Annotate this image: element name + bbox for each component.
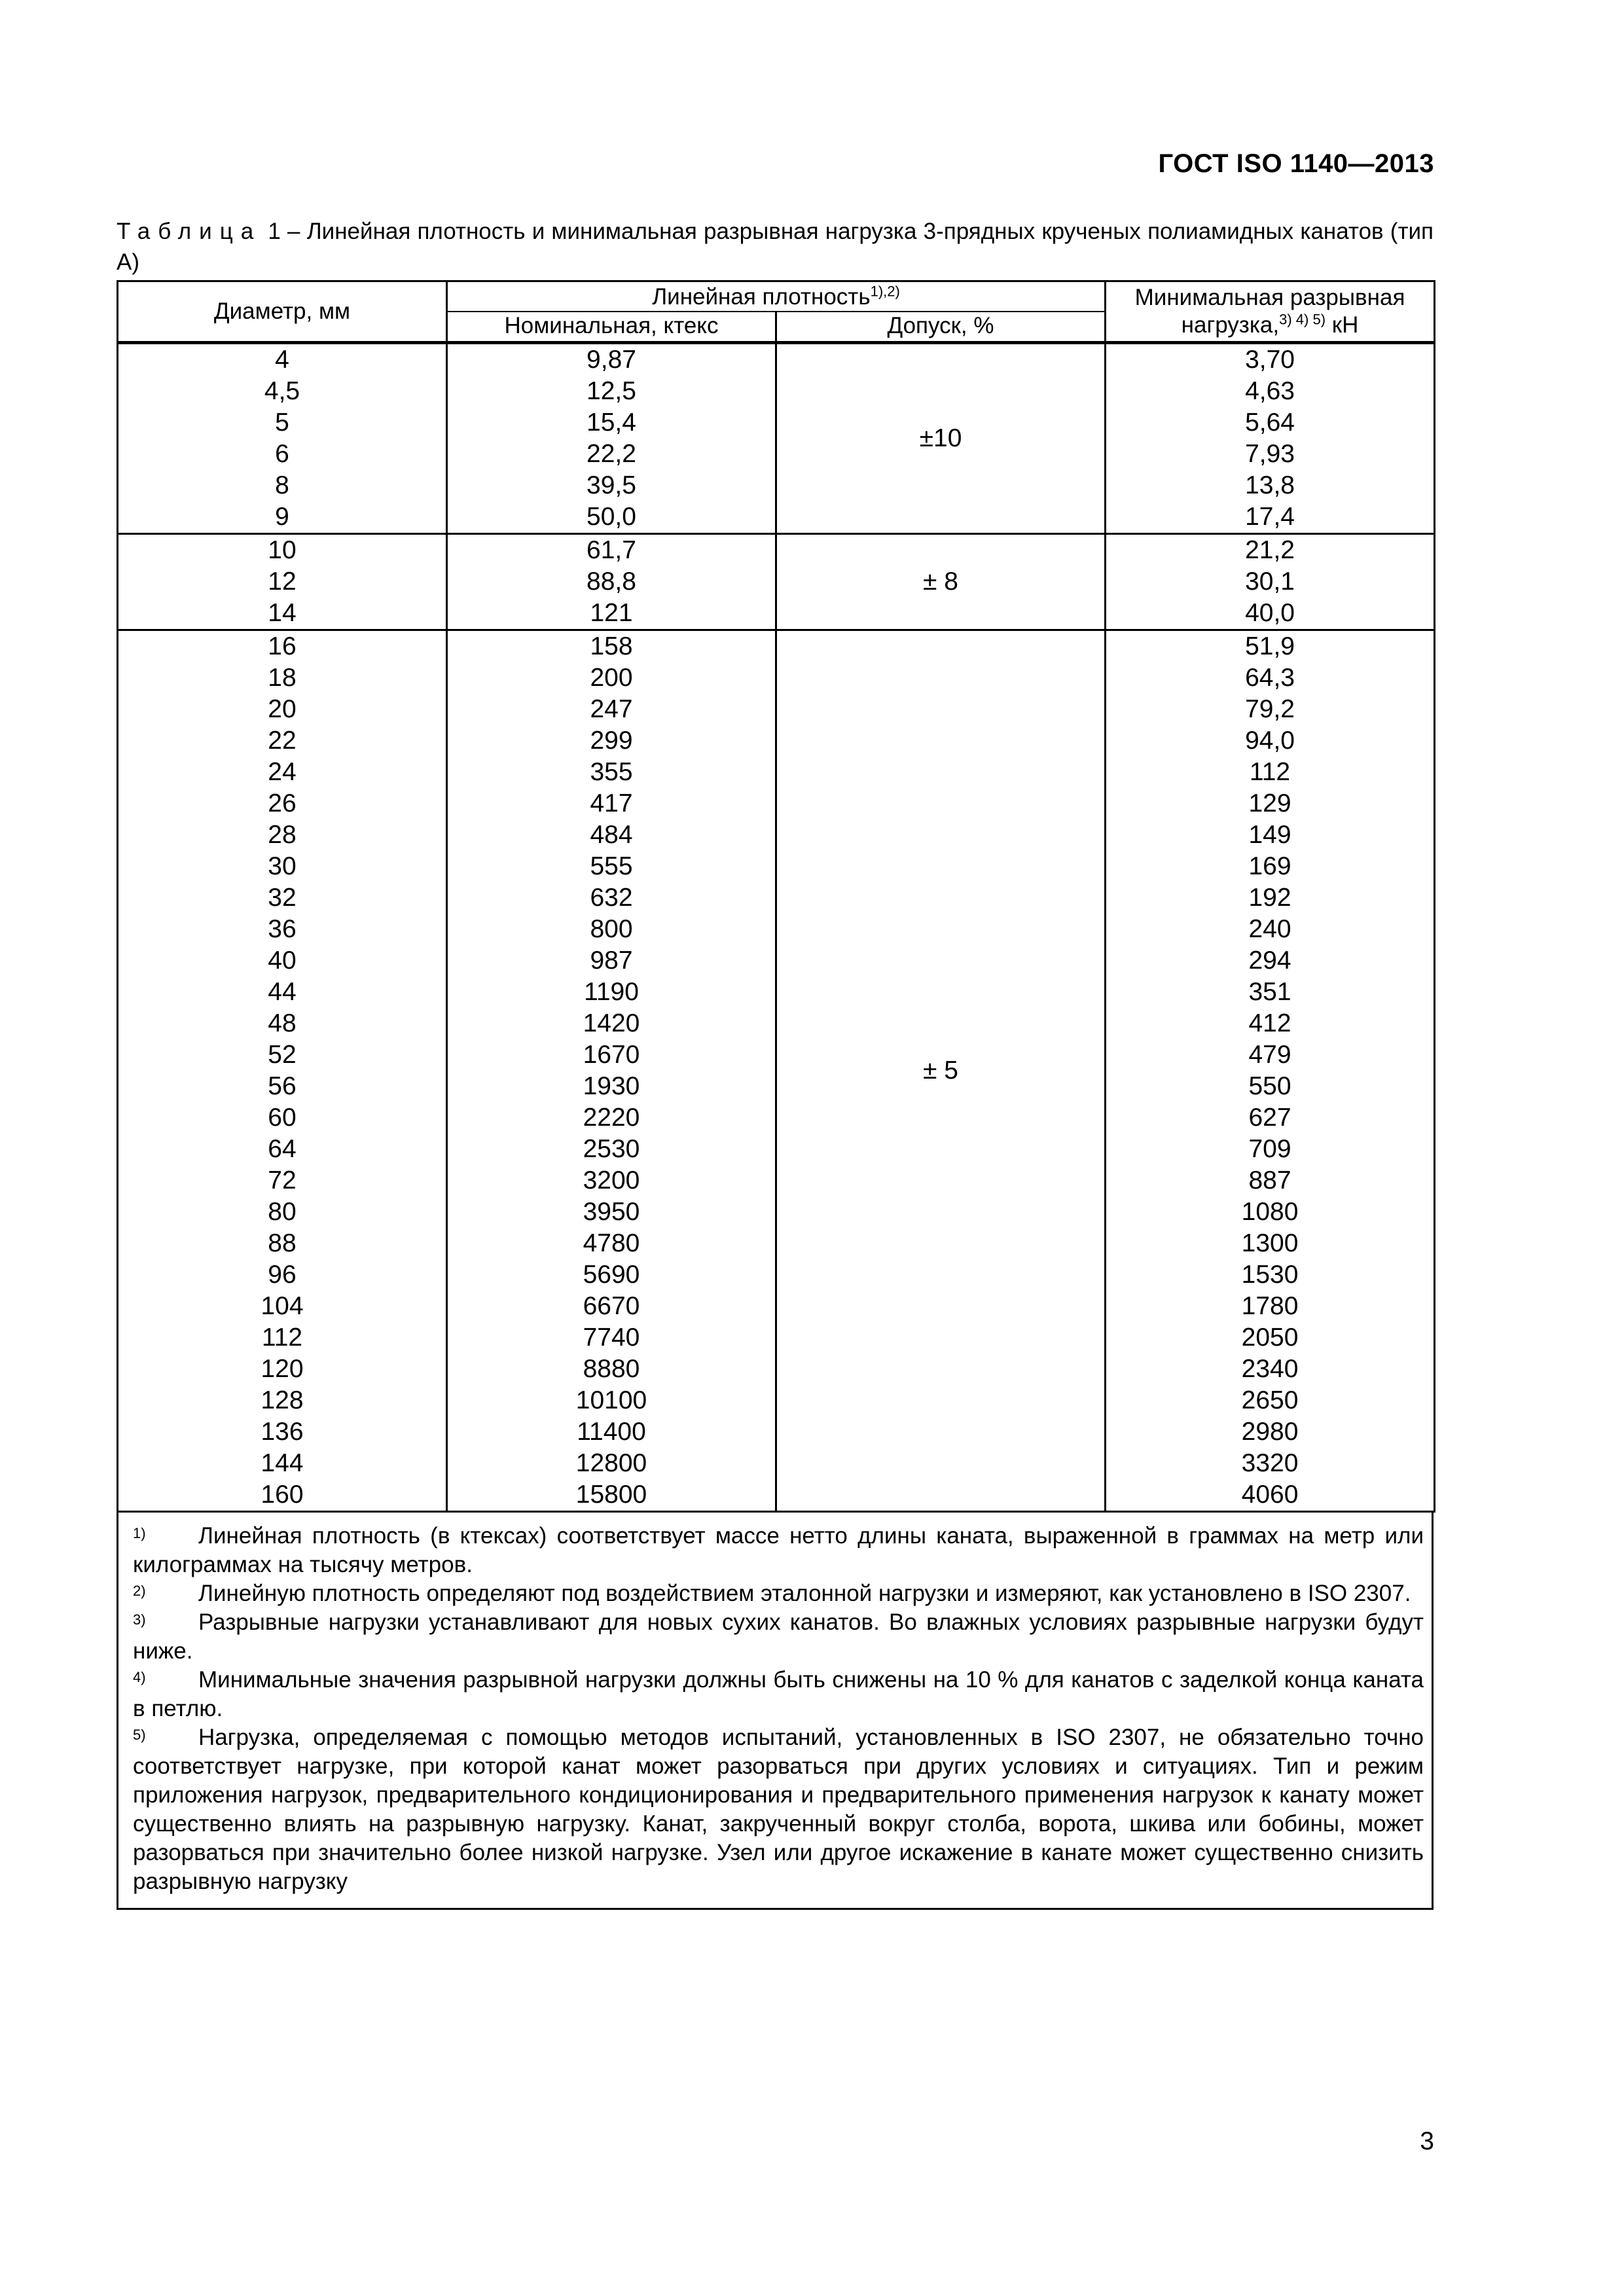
nominal-value: 12,5: [586, 377, 636, 405]
nominal-value: 3950: [583, 1198, 640, 1226]
diameter-value: 24: [268, 758, 297, 786]
nominal-cell: [447, 630, 776, 1512]
load-value: 2340: [1241, 1355, 1299, 1383]
nominal-value: 555: [590, 852, 633, 880]
diameter-value: 88: [268, 1229, 297, 1257]
diameter-value: 32: [268, 884, 297, 912]
load-value: 709: [1248, 1135, 1291, 1163]
header-min-load-footnote: 3) 4) 5): [1279, 311, 1326, 328]
nominal-value: 7740: [583, 1323, 640, 1352]
load-value: 79,2: [1245, 695, 1295, 723]
page-number: 3: [1420, 2127, 1434, 2155]
load-value: 149: [1248, 821, 1291, 849]
diameter-value: 22: [268, 726, 297, 755]
diameter-value: 104: [261, 1292, 304, 1320]
diameter-value: 112: [261, 1323, 303, 1352]
diameter-cell: [118, 534, 447, 630]
load-value: 4,63: [1245, 377, 1295, 405]
rope-table-container: [117, 280, 1434, 1910]
load-value: 2650: [1241, 1386, 1299, 1414]
header-tolerance: Допуск, %: [776, 312, 1106, 343]
nominal-value: 10100: [575, 1386, 647, 1414]
load-value: 17,4: [1245, 503, 1295, 531]
nominal-value: 12800: [575, 1449, 647, 1477]
diameter-value: 26: [268, 789, 297, 817]
diameter-cell: [118, 343, 447, 534]
load-value: 1530: [1241, 1261, 1299, 1289]
nominal-value: 15,4: [586, 408, 636, 437]
nominal-value: 9,87: [586, 346, 636, 374]
diameter-value: 14: [268, 599, 297, 627]
load-value: 21,2: [1245, 536, 1295, 564]
header-diameter: Диаметр, мм: [118, 281, 447, 343]
caption-label: Таблица: [117, 219, 262, 244]
load-value: 887: [1248, 1166, 1291, 1194]
diameter-value: 136: [261, 1418, 304, 1446]
load-value: 169: [1248, 852, 1291, 880]
table-caption: [117, 216, 1434, 278]
load-value: 351: [1248, 978, 1291, 1006]
nominal-value: 11400: [577, 1418, 646, 1446]
load-value: 94,0: [1245, 726, 1295, 755]
rope-table: [117, 280, 1435, 1513]
nominal-value: 50,0: [586, 503, 636, 531]
tolerance-cell: ±10: [776, 343, 1106, 534]
load-value: 479: [1248, 1041, 1291, 1069]
header-linear-density: [447, 281, 1106, 312]
nominal-value: 3200: [583, 1166, 640, 1194]
table-row-group: [118, 343, 1435, 534]
diameter-value: 10: [268, 536, 297, 564]
load-value: 1300: [1241, 1229, 1299, 1257]
footnote: [133, 1579, 1424, 1608]
diameter-value: 52: [268, 1041, 297, 1069]
document-code: ГОСТ ISO 1140—2013: [1158, 149, 1434, 178]
load-value: 64,3: [1245, 664, 1295, 692]
load-value: 3320: [1241, 1449, 1299, 1477]
diameter-value: 9: [275, 503, 289, 531]
footnote-marker: 3): [133, 1611, 146, 1628]
nominal-value: 22,2: [586, 440, 636, 468]
diameter-value: 16: [268, 632, 297, 660]
load-cell: [1106, 534, 1435, 630]
table-row-group: [118, 630, 1435, 1512]
nominal-value: 158: [590, 632, 633, 660]
load-value: 30,1: [1245, 567, 1295, 596]
diameter-value: 128: [261, 1386, 304, 1414]
diameter-value: 56: [268, 1072, 297, 1100]
footnote-text: Минимальные значения разрывной нагрузки должны быть снижены на 10 % для канатов с заделкой конца каната в петлю.: [133, 1667, 1424, 1721]
tolerance-cell: ± 5: [776, 630, 1106, 1512]
footnote-marker: 1): [133, 1525, 146, 1541]
nominal-value: 1930: [583, 1072, 640, 1100]
diameter-value: 30: [268, 852, 297, 880]
footnote-text: Линейную плотность определяют под воздействием эталонной нагрузки и измеряют, как установлено в ISO 2307.: [198, 1581, 1411, 1606]
load-value: 13,8: [1245, 471, 1295, 499]
table-row-group: [118, 534, 1435, 630]
diameter-value: 8: [275, 471, 289, 499]
load-cell: [1106, 343, 1435, 534]
footnote: [133, 1723, 1424, 1896]
load-value: 294: [1248, 946, 1291, 975]
header-min-load-word: нагрузка,: [1181, 312, 1280, 338]
nominal-cell: [447, 534, 776, 630]
footnote-text: Разрывные нагрузки устанавливают для новых сухих канатов. Во влажных условиях разрывные нагрузки будут ниже.: [133, 1609, 1424, 1664]
diameter-value: 4,5: [264, 377, 300, 405]
footnote: [133, 1522, 1424, 1579]
diameter-value: 64: [268, 1135, 297, 1163]
diameter-cell: [118, 630, 447, 1512]
nominal-value: 299: [590, 726, 633, 755]
nominal-value: 88,8: [586, 567, 636, 596]
diameter-value: 40: [268, 946, 297, 975]
footnote: [133, 1666, 1424, 1723]
load-value: 7,93: [1245, 440, 1295, 468]
load-value: 1080: [1241, 1198, 1299, 1226]
load-value: 3,70: [1245, 346, 1295, 374]
footnote-text: Линейная плотность (в ктексах) соответствует массе нетто длины каната, выраженной в граммах на метр или килограммах на тысячу метров.: [133, 1523, 1424, 1577]
header-min-load-line2: [1106, 312, 1434, 339]
nominal-value: 1670: [583, 1041, 640, 1069]
nominal-value: 121: [590, 599, 633, 627]
diameter-value: 80: [268, 1198, 297, 1226]
load-value: 5,64: [1245, 408, 1295, 437]
table-footnotes: [117, 1513, 1434, 1910]
load-value: 51,9: [1245, 632, 1295, 660]
nominal-value: 2530: [583, 1135, 640, 1163]
footnote-text: Нагрузка, определяемая с помощью методов испытаний, установленных в ISO 2307, не обязательно точно соответствует нагрузке, при которой канат может разорваться при других условиях и ситуациях. Тип и режим приложения нагрузок, предварительного кондиционирования и предварительного применения нагрузок к канату может существенно влиять на разрывную нагрузку. Канат, закрученный вокруг столба, ворота, шкива или бобины, может разорваться при значительно более низкой нагрузке. Узел или другое искажение в канате может существенно снизить разрывную нагрузку: [133, 1725, 1424, 1894]
diameter-value: 44: [268, 978, 297, 1006]
load-value: 2050: [1241, 1323, 1299, 1352]
diameter-value: 12: [268, 567, 297, 596]
diameter-value: 60: [268, 1103, 297, 1132]
nominal-value: 39,5: [586, 471, 636, 499]
diameter-value: 96: [268, 1261, 297, 1289]
footnote-marker: 5): [133, 1727, 146, 1743]
nominal-value: 417: [590, 789, 633, 817]
header-nominal: Номинальная, ктекс: [447, 312, 776, 343]
load-value: 129: [1248, 789, 1291, 817]
diameter-value: 160: [261, 1480, 304, 1509]
load-value: 627: [1248, 1103, 1291, 1132]
nominal-value: 484: [590, 821, 633, 849]
diameter-value: 18: [268, 664, 297, 692]
diameter-value: 5: [275, 408, 289, 437]
nominal-value: 2220: [583, 1103, 640, 1132]
diameter-value: 72: [268, 1166, 297, 1194]
nominal-value: 8880: [583, 1355, 640, 1383]
nominal-value: 5690: [583, 1261, 640, 1289]
nominal-value: 247: [590, 695, 633, 723]
diameter-value: 144: [261, 1449, 304, 1477]
nominal-value: 987: [590, 946, 633, 975]
nominal-value: 355: [590, 758, 633, 786]
diameter-value: 120: [261, 1355, 304, 1383]
diameter-value: 6: [275, 440, 289, 468]
footnote-marker: 4): [133, 1669, 146, 1685]
diameter-value: 28: [268, 821, 297, 849]
load-value: 550: [1248, 1072, 1291, 1100]
nominal-value: 6670: [583, 1292, 640, 1320]
diameter-value: 4: [275, 346, 289, 374]
header-linear-density-text: Линейная плотность: [652, 284, 871, 310]
load-cell: [1106, 630, 1435, 1512]
footnote: [133, 1608, 1424, 1666]
nominal-value: 800: [590, 915, 633, 943]
load-value: 192: [1248, 884, 1291, 912]
nominal-value: 15800: [575, 1480, 647, 1509]
tolerance-cell: ± 8: [776, 534, 1106, 630]
footnote-marker: 2): [133, 1583, 146, 1599]
diameter-value: 20: [268, 695, 297, 723]
nominal-cell: [447, 343, 776, 534]
diameter-value: 36: [268, 915, 297, 943]
load-value: 2980: [1241, 1418, 1299, 1446]
load-value: 412: [1248, 1009, 1291, 1037]
nominal-value: 200: [590, 664, 633, 692]
load-value: 4060: [1241, 1480, 1299, 1509]
diameter-value: 48: [268, 1009, 297, 1037]
nominal-value: 1190: [584, 978, 639, 1006]
load-value: 40,0: [1245, 599, 1295, 627]
load-value: 240: [1248, 915, 1291, 943]
nominal-value: 1420: [583, 1009, 640, 1037]
load-value: 1780: [1241, 1292, 1299, 1320]
nominal-value: 61,7: [586, 536, 636, 564]
header-row: [118, 281, 1435, 312]
load-value: 112: [1249, 758, 1291, 786]
header-min-load-unit: кН: [1326, 312, 1359, 338]
header-linear-density-footnote: 1),2): [870, 283, 900, 300]
header-min-load: [1106, 281, 1435, 343]
nominal-value: 4780: [583, 1229, 640, 1257]
nominal-value: 632: [590, 884, 633, 912]
header-min-load-line1: Минимальная разрывная: [1134, 285, 1405, 310]
caption-text: 1 – Линейная плотность и минимальная разрывная нагрузка 3-прядных крученых полиамидных канатов (тип А): [117, 219, 1434, 275]
